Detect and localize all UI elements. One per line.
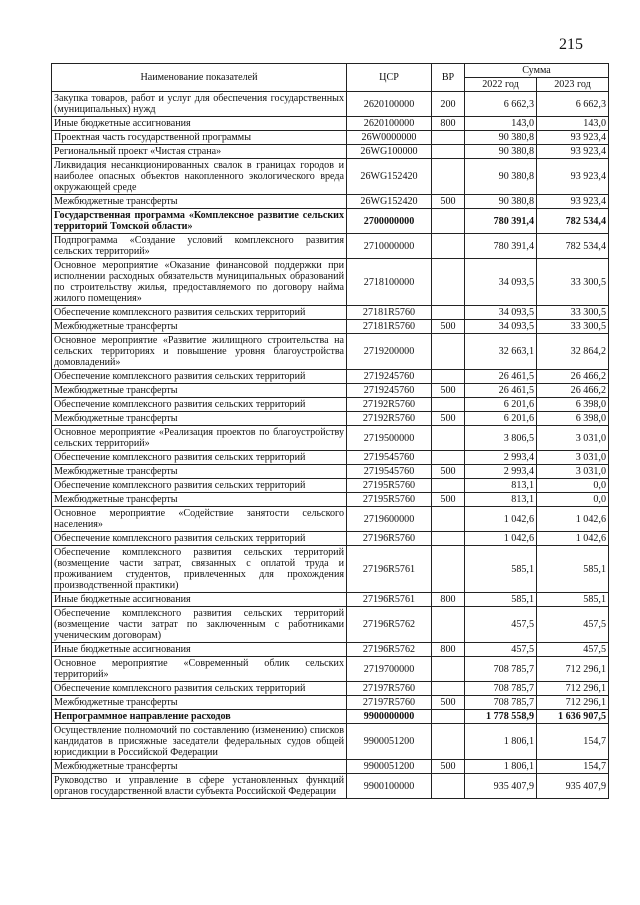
- cell-vr: [432, 451, 465, 465]
- cell-csr: 26WG152420: [347, 195, 432, 209]
- cell-2023: 0,0: [537, 479, 609, 493]
- cell-2023: 3 031,0: [537, 426, 609, 451]
- cell-2023: 712 296,1: [537, 657, 609, 682]
- table-row: [52, 398, 609, 412]
- table-body: [52, 92, 609, 799]
- cell-2022: 1 042,6: [465, 507, 537, 532]
- cell-vr: [432, 234, 465, 259]
- table-row: [52, 451, 609, 465]
- cell-2022: 2 993,4: [465, 451, 537, 465]
- table-row: [52, 195, 609, 209]
- cell-2022: 780 391,4: [465, 234, 537, 259]
- table-row: [52, 320, 609, 334]
- cell-name: Межбюджетные трансферты: [52, 320, 347, 334]
- cell-2023: 32 864,2: [537, 334, 609, 370]
- cell-name: Межбюджетные трансферты: [52, 760, 347, 774]
- cell-vr: [432, 682, 465, 696]
- cell-2022: 26 461,5: [465, 384, 537, 398]
- cell-2022: 143,0: [465, 117, 537, 131]
- cell-2023: 3 031,0: [537, 465, 609, 479]
- table-row: [52, 657, 609, 682]
- cell-2022: 6 201,6: [465, 398, 537, 412]
- page-number: 215: [559, 36, 583, 53]
- cell-2023: 1 042,6: [537, 507, 609, 532]
- cell-vr: 500: [432, 195, 465, 209]
- cell-csr: 2719545760: [347, 451, 432, 465]
- cell-2022: 2 993,4: [465, 465, 537, 479]
- cell-vr: [432, 546, 465, 593]
- cell-2022: 90 380,8: [465, 131, 537, 145]
- cell-csr: 27196R5760: [347, 532, 432, 546]
- table-row: [52, 234, 609, 259]
- cell-csr: 2718100000: [347, 259, 432, 306]
- cell-vr: [432, 370, 465, 384]
- cell-2023: 782 534,4: [537, 234, 609, 259]
- cell-name: Ликвидация несанкционированных свалок в границах городов и наиболее опасных объектов накопленного экологического вреда окружающей среде: [52, 159, 347, 195]
- table-row: [52, 426, 609, 451]
- cell-2023: 143,0: [537, 117, 609, 131]
- cell-csr: 26WG152420: [347, 159, 432, 195]
- cell-csr: 27197R5760: [347, 696, 432, 710]
- cell-vr: [432, 259, 465, 306]
- cell-2023: 1 636 907,5: [537, 710, 609, 724]
- cell-2022: 708 785,7: [465, 657, 537, 682]
- cell-name: Обеспечение комплексного развития сельских территорий: [52, 370, 347, 384]
- cell-csr: 2700000000: [347, 209, 432, 234]
- table-row: [52, 145, 609, 159]
- table-row: [52, 593, 609, 607]
- cell-csr: 9900051200: [347, 760, 432, 774]
- cell-2022: 813,1: [465, 493, 537, 507]
- cell-csr: 2719545760: [347, 465, 432, 479]
- cell-2023: 6 398,0: [537, 412, 609, 426]
- header-vr: ВР: [432, 64, 465, 92]
- table-row: [52, 209, 609, 234]
- cell-name: Государственная программа «Комплексное развитие сельских территорий Томской области»: [52, 209, 347, 234]
- cell-2023: 26 466,2: [537, 370, 609, 384]
- cell-vr: 500: [432, 465, 465, 479]
- cell-2023: 782 534,4: [537, 209, 609, 234]
- table-row: [52, 493, 609, 507]
- cell-vr: [432, 159, 465, 195]
- cell-2023: 712 296,1: [537, 696, 609, 710]
- cell-2022: 780 391,4: [465, 209, 537, 234]
- table-row: [52, 412, 609, 426]
- cell-2022: 457,5: [465, 643, 537, 657]
- cell-name: Региональный проект «Чистая страна»: [52, 145, 347, 159]
- cell-csr: 27196R5762: [347, 643, 432, 657]
- cell-csr: 2719600000: [347, 507, 432, 532]
- table-row: [52, 479, 609, 493]
- cell-vr: [432, 710, 465, 724]
- cell-name: Основное мероприятие «Реализация проектов по благоустройству сельских территорий»: [52, 426, 347, 451]
- cell-2022: 6 201,6: [465, 412, 537, 426]
- cell-2022: 813,1: [465, 479, 537, 493]
- cell-2022: 90 380,8: [465, 195, 537, 209]
- cell-name: Иные бюджетные ассигнования: [52, 643, 347, 657]
- cell-csr: 2719200000: [347, 334, 432, 370]
- table-row: [52, 696, 609, 710]
- cell-2022: 1 778 558,9: [465, 710, 537, 724]
- cell-csr: 9900000000: [347, 710, 432, 724]
- cell-name: Межбюджетные трансферты: [52, 696, 347, 710]
- cell-vr: 800: [432, 593, 465, 607]
- cell-vr: 500: [432, 493, 465, 507]
- table-row: [52, 384, 609, 398]
- cell-2023: 93 923,4: [537, 131, 609, 145]
- header-year-2022: 2022 год: [465, 78, 537, 92]
- table-row: [52, 370, 609, 384]
- header-year-2023: 2023 год: [537, 78, 609, 92]
- cell-csr: 2710000000: [347, 234, 432, 259]
- cell-csr: 27181R5760: [347, 306, 432, 320]
- table-row: [52, 546, 609, 593]
- cell-name: Основное мероприятие «Содействие занятости сельского населения»: [52, 507, 347, 532]
- table-row: [52, 465, 609, 479]
- cell-2023: 3 031,0: [537, 451, 609, 465]
- cell-vr: 500: [432, 384, 465, 398]
- cell-2023: 712 296,1: [537, 682, 609, 696]
- cell-2022: 585,1: [465, 593, 537, 607]
- cell-name: Обеспечение комплексного развития сельских территорий: [52, 479, 347, 493]
- cell-2023: 154,7: [537, 724, 609, 760]
- cell-2022: 34 093,5: [465, 259, 537, 306]
- cell-2022: 90 380,8: [465, 145, 537, 159]
- cell-2022: 708 785,7: [465, 696, 537, 710]
- cell-2023: 6 662,3: [537, 92, 609, 117]
- cell-name: Непрограммное направление расходов: [52, 710, 347, 724]
- cell-vr: [432, 724, 465, 760]
- cell-2022: 3 806,5: [465, 426, 537, 451]
- cell-vr: [432, 209, 465, 234]
- cell-name: Межбюджетные трансферты: [52, 384, 347, 398]
- cell-name: Иные бюджетные ассигнования: [52, 117, 347, 131]
- cell-vr: [432, 657, 465, 682]
- cell-csr: 27195R5760: [347, 479, 432, 493]
- cell-2023: 935 407,9: [537, 774, 609, 799]
- cell-2023: 0,0: [537, 493, 609, 507]
- cell-csr: 27197R5760: [347, 682, 432, 696]
- cell-csr: 2719700000: [347, 657, 432, 682]
- header-sum: Сумма: [465, 64, 609, 78]
- cell-csr: 2719500000: [347, 426, 432, 451]
- table-row: [52, 532, 609, 546]
- cell-2023: 93 923,4: [537, 145, 609, 159]
- cell-csr: 2620100000: [347, 117, 432, 131]
- cell-csr: 9900100000: [347, 774, 432, 799]
- cell-name: Обеспечение комплексного развития сельских территорий: [52, 451, 347, 465]
- cell-vr: 500: [432, 696, 465, 710]
- cell-2022: 585,1: [465, 546, 537, 593]
- cell-csr: 9900051200: [347, 724, 432, 760]
- cell-name: Межбюджетные трансферты: [52, 412, 347, 426]
- cell-2023: 154,7: [537, 760, 609, 774]
- table-row: [52, 117, 609, 131]
- cell-2022: 6 662,3: [465, 92, 537, 117]
- table-row: [52, 682, 609, 696]
- cell-vr: 500: [432, 760, 465, 774]
- cell-vr: 200: [432, 92, 465, 117]
- cell-name: Обеспечение комплексного развития сельских территорий: [52, 682, 347, 696]
- cell-vr: 800: [432, 643, 465, 657]
- cell-vr: 500: [432, 320, 465, 334]
- cell-vr: [432, 306, 465, 320]
- cell-vr: 800: [432, 117, 465, 131]
- cell-2023: 457,5: [537, 607, 609, 643]
- cell-vr: [432, 479, 465, 493]
- table-row: [52, 507, 609, 532]
- cell-name: Обеспечение комплексного развития сельских территорий: [52, 398, 347, 412]
- cell-vr: 500: [432, 412, 465, 426]
- cell-2023: 93 923,4: [537, 159, 609, 195]
- cell-csr: 27181R5760: [347, 320, 432, 334]
- cell-vr: [432, 532, 465, 546]
- cell-2023: 457,5: [537, 643, 609, 657]
- cell-csr: 27196R5761: [347, 546, 432, 593]
- cell-csr: 27192R5760: [347, 412, 432, 426]
- cell-vr: [432, 607, 465, 643]
- cell-2022: 34 093,5: [465, 320, 537, 334]
- table-row: [52, 131, 609, 145]
- cell-name: Иные бюджетные ассигнования: [52, 593, 347, 607]
- table-row: [52, 334, 609, 370]
- cell-2023: 33 300,5: [537, 259, 609, 306]
- cell-csr: 2719245760: [347, 370, 432, 384]
- cell-name: Обеспечение комплексного развития сельских территорий (возмещение части затрат по заключенным с работниками ученическим договорам): [52, 607, 347, 643]
- cell-vr: [432, 131, 465, 145]
- cell-2022: 935 407,9: [465, 774, 537, 799]
- cell-name: Основное мероприятие «Оказание финансовой поддержки при исполнении расходных обязательств муниципальных образований по строительству жилья, предоставляемого по договору найма жилого помещения»: [52, 259, 347, 306]
- cell-vr: [432, 398, 465, 412]
- cell-name: Обеспечение комплексного развития сельских территорий (возмещение части затрат, связанных с оплатой труда и проживанием студентов, привлеченных для прохождения производственной практики): [52, 546, 347, 593]
- cell-csr: 27192R5760: [347, 398, 432, 412]
- cell-csr: 27196R5761: [347, 593, 432, 607]
- header-csr: ЦСР: [347, 64, 432, 92]
- cell-2023: 585,1: [537, 546, 609, 593]
- cell-2023: 33 300,5: [537, 306, 609, 320]
- cell-name: Закупка товаров, работ и услуг для обеспечения государственных (муниципальных) нужд: [52, 92, 347, 117]
- table-row: [52, 607, 609, 643]
- cell-csr: 27196R5762: [347, 607, 432, 643]
- cell-csr: 27195R5760: [347, 493, 432, 507]
- cell-2022: 457,5: [465, 607, 537, 643]
- cell-csr: 2719245760: [347, 384, 432, 398]
- header-name: Наименование показателей: [52, 64, 347, 92]
- cell-name: Обеспечение комплексного развития сельских территорий: [52, 532, 347, 546]
- cell-2023: 1 042,6: [537, 532, 609, 546]
- table-row: [52, 306, 609, 320]
- cell-csr: 2620100000: [347, 92, 432, 117]
- table-row: [52, 643, 609, 657]
- cell-name: Руководство и управление в сфере установленных функций органов государственной власти субъекта Российской Федерации: [52, 774, 347, 799]
- cell-2022: 1 806,1: [465, 760, 537, 774]
- cell-name: Основное мероприятие «Современный облик сельских территорий»: [52, 657, 347, 682]
- cell-2022: 708 785,7: [465, 682, 537, 696]
- cell-csr: 26W0000000: [347, 131, 432, 145]
- table-row: [52, 259, 609, 306]
- cell-vr: [432, 334, 465, 370]
- cell-2023: 93 923,4: [537, 195, 609, 209]
- cell-name: Межбюджетные трансферты: [52, 195, 347, 209]
- cell-name: Межбюджетные трансферты: [52, 465, 347, 479]
- cell-2022: 26 461,5: [465, 370, 537, 384]
- cell-2022: 1 806,1: [465, 724, 537, 760]
- cell-csr: 26WG100000: [347, 145, 432, 159]
- cell-2022: 32 663,1: [465, 334, 537, 370]
- cell-vr: [432, 507, 465, 532]
- cell-name: Межбюджетные трансферты: [52, 493, 347, 507]
- cell-vr: [432, 145, 465, 159]
- cell-2023: 585,1: [537, 593, 609, 607]
- cell-2022: 34 093,5: [465, 306, 537, 320]
- cell-name: Обеспечение комплексного развития сельских территорий: [52, 306, 347, 320]
- cell-2022: 90 380,8: [465, 159, 537, 195]
- cell-name: Основное мероприятие «Развитие жилищного строительства на сельских территориях и повышение уровня благоустройства домовладений»: [52, 334, 347, 370]
- budget-table: [51, 63, 609, 799]
- cell-name: Проектная часть государственной программы: [52, 131, 347, 145]
- table-row: [52, 760, 609, 774]
- table-row: [52, 159, 609, 195]
- cell-name: Осуществление полномочий по составлению (изменению) списков кандидатов в присяжные заседатели федеральных судов общей юрисдикции в Российской Федерации: [52, 724, 347, 760]
- cell-2022: 1 042,6: [465, 532, 537, 546]
- table-row: [52, 92, 609, 117]
- cell-vr: [432, 426, 465, 451]
- table-row: [52, 724, 609, 760]
- table-row: [52, 774, 609, 799]
- cell-2023: 26 466,2: [537, 384, 609, 398]
- cell-2023: 6 398,0: [537, 398, 609, 412]
- cell-2023: 33 300,5: [537, 320, 609, 334]
- cell-vr: [432, 774, 465, 799]
- table-row: [52, 710, 609, 724]
- cell-name: Подпрограмма «Создание условий комплексного развития сельских территорий»: [52, 234, 347, 259]
- table-header: [52, 64, 609, 92]
